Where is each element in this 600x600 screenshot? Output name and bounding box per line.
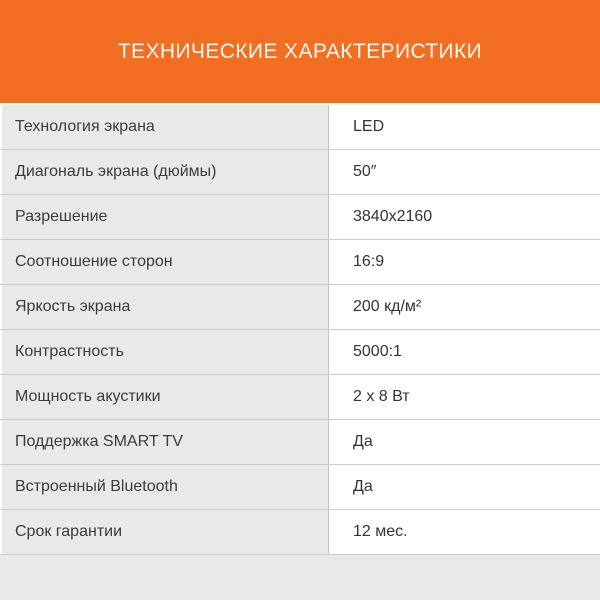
footer-strip: [0, 555, 600, 600]
spec-label: Контрастность: [2, 330, 329, 374]
spec-value: 3840x2160: [329, 195, 600, 239]
spec-value: 2 x 8 Вт: [329, 375, 600, 419]
spec-row-warranty: [0, 510, 600, 555]
spec-label: Диагональ экрана (дюймы): [2, 150, 329, 194]
spec-row-smart-tv: [0, 420, 600, 465]
spec-value: 200 кд/м²: [329, 285, 600, 329]
spec-value: 50″: [329, 150, 600, 194]
spec-value: 5000:1: [329, 330, 600, 374]
spec-table: [0, 105, 600, 555]
page-title: ТЕХНИЧЕСКИЕ ХАРАКТЕРИСТИКИ: [117, 39, 483, 63]
spec-row-contrast: [0, 330, 600, 375]
spec-label: Разрешение: [2, 195, 329, 239]
spec-row-screen-technology: [0, 105, 600, 150]
spec-value: 16:9: [329, 240, 600, 284]
spec-label: Яркость экрана: [2, 285, 329, 329]
spec-row-brightness: [0, 285, 600, 330]
spec-label: Срок гарантии: [2, 510, 329, 554]
spec-label: Мощность акустики: [2, 375, 329, 419]
spec-value: LED: [329, 105, 600, 149]
spec-value: Да: [329, 465, 600, 509]
spec-row-audio-power: [0, 375, 600, 420]
spec-row-aspect-ratio: [0, 240, 600, 285]
spec-label: Технология экрана: [2, 105, 329, 149]
spec-label: Встроенный Bluetooth: [2, 465, 329, 509]
spec-row-screen-diagonal: [0, 150, 600, 195]
spec-label: Поддержка SMART TV: [2, 420, 329, 464]
spec-label: Соотношение сторон: [2, 240, 329, 284]
spec-value: Да: [329, 420, 600, 464]
spec-row-bluetooth: [0, 465, 600, 510]
spec-value: 12 мес.: [329, 510, 600, 554]
spec-header-banner: [0, 0, 600, 103]
spec-row-resolution: [0, 195, 600, 240]
